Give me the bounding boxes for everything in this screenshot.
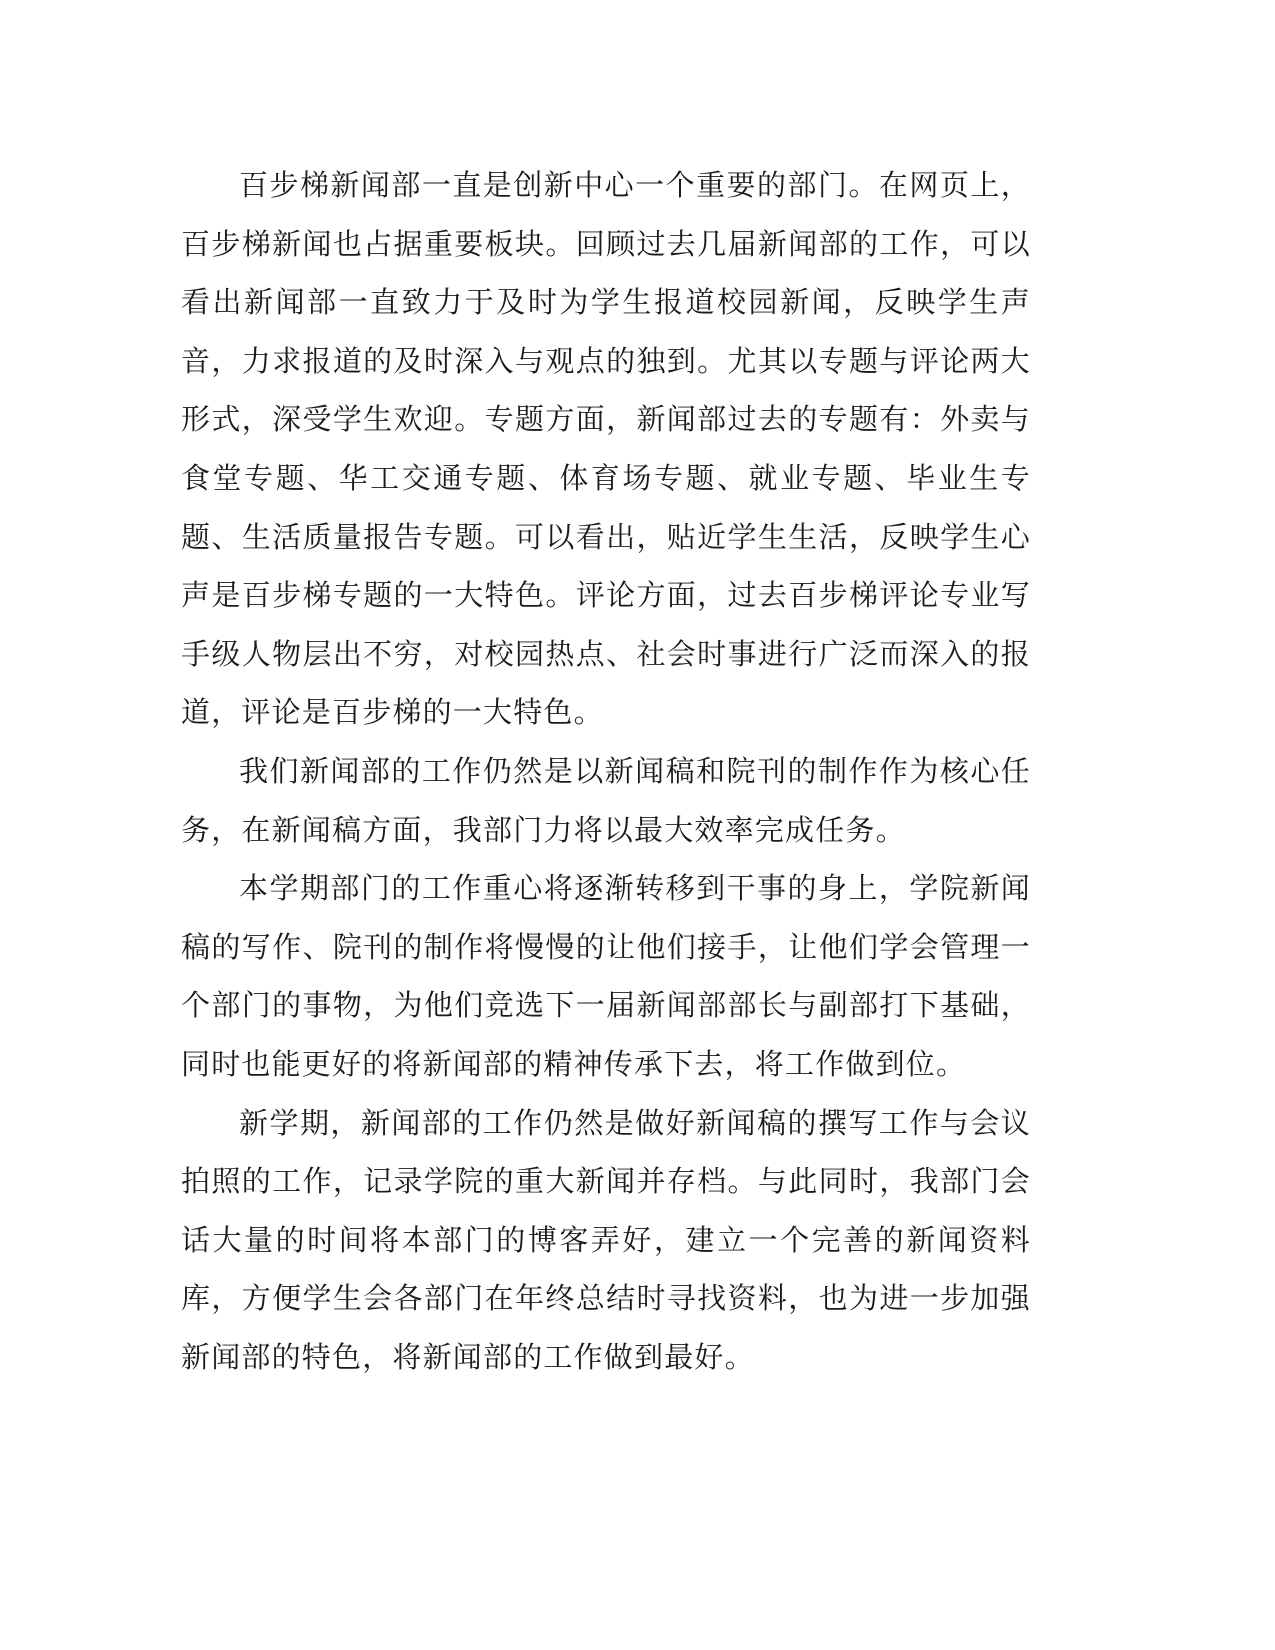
paragraph-2: 我们新闻部的工作仍然是以新闻稿和院刊的制作作为核心任务，在新闻稿方面，我部门力将以最大效率完成任务。: [181, 753, 1031, 847]
paragraph-4: 新学期，新闻部的工作仍然是做好新闻稿的撰写工作与会议拍照的工作，记录学院的重大新闻并存档。与此同时，我部门会话大量的时间将本部门的博客弄好，建立一个完善的新闻资料库，方便学生会各部门在年终总结时寻找资料，也为进一步加强新闻部的特色，将新闻部的工作做到最好。: [181, 1105, 1031, 1374]
paragraph-3: 本学期部门的工作重心将逐渐转移到干事的身上，学院新闻稿的写作、院刊的制作将慢慢的让他们接手，让他们学会管理一个部门的事物，为他们竞选下一届新闻部部长与副部打下基础，同时也能更好的将新闻部的精神传承下去，将工作做到位。: [181, 871, 1031, 1081]
paragraph-1: 百步梯新闻部一直是创新中心一个重要的部门。在网页上，百步梯新闻也占据重要板块。回顾过去几届新闻部的工作，可以看出新闻部一直致力于及时为学生报道校园新闻，反映学生声音，力求报道的及时深入与观点的独到。尤其以专题与评论两大形式，深受学生欢迎。专题方面，新闻部过去的专题有：外卖与食堂专题、华工交通专题、体育场专题、就业专题、毕业生专题、生活质量报告专题。可以看出，贴近学生生活，反映学生心声是百步梯专题的一大特色。评论方面，过去百步梯评论专业写手级人物层出不穷，对校园热点、社会时事进行广泛而深入的报道，评论是百步梯的一大特色。: [181, 168, 1031, 730]
document-body: [181, 156, 1031, 1386]
